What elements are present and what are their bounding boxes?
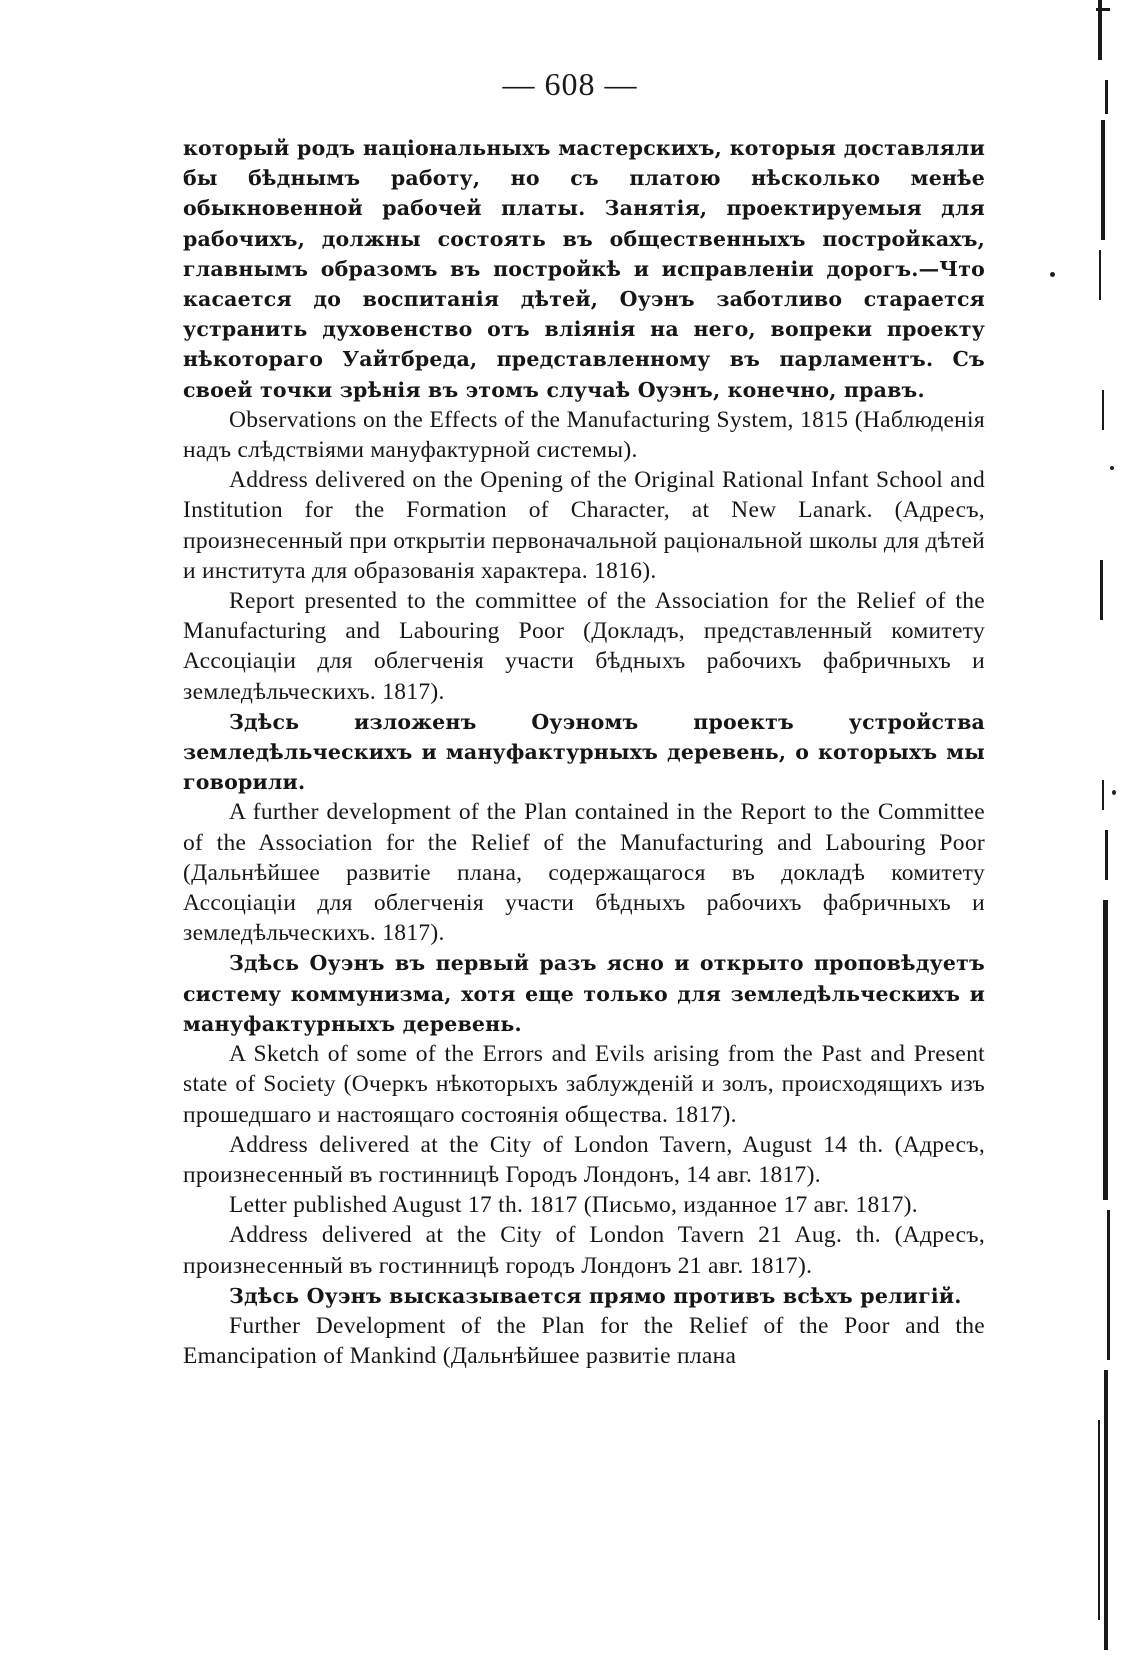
paragraph-11: Address delivered at the City of London Tavern 21 Aug. th. (Адресъ, произнесенный въ гостинницѣ городъ Лондонъ 21 авг. 1817). bbox=[183, 1222, 985, 1279]
body-text bbox=[183, 133, 985, 1371]
page-edge-marks bbox=[1090, 0, 1130, 1676]
paragraph-6: A further development of the Plan contained in the Report to the Committee of the Association for the Relief of the Manufacturing and Labouring Poor (Дальнѣйшее развитіе плана, содержащагося въ докладѣ комитету Ассоціаціи для облегченія участи бѣдныхъ рабочихъ фабричныхъ и земледѣльческихъ. 1817). bbox=[183, 799, 985, 947]
paragraph-8: A Sketch of some of the Errors and Evils arising from the Past and Present state of Society (Очеркъ нѣкоторыхъ заблужденій и золъ, происходящихъ изъ прошедшаго и настоящаго состоянія общества. 1817). bbox=[183, 1041, 985, 1128]
paragraph-1: который родъ національныхъ мастерскихъ, которыя доставляли бы бѣднымъ работу, но съ платою нѣсколько менѣе обыкновенной рабочей платы. Занятія, проектируемыя для рабочихъ, должны состоять въ общественныхъ постройкахъ, главнымъ образомъ въ постройкѣ и исправленіи дорогъ.—Что касается до воспитанія дѣтей, Оуэнъ заботливо старается устранить духовенство отъ вліянія на него, вопреки проекту нѣкотораго Уайтбреда, представленному въ парламентъ. Съ своей точки зрѣнія въ этомъ случаѣ Оуэнъ, конечно, правъ. bbox=[183, 136, 985, 402]
page-number: — 608 — bbox=[502, 66, 638, 102]
paragraph-2: Observations on the Effects of the Manufacturing System, 1815 (Наблюденія надъ слѣдствіями мануфактурной системы). bbox=[183, 406, 985, 464]
paragraph-3: Address delivered on the Opening of the Original Rational Infant School and Institution for the Formation of Character, at New Lanark. (Адресъ, произнесенный при открытіи первоначальной раціональной школы для дѣтей и института для образованія характера. 1816). bbox=[183, 467, 985, 584]
paragraph-7: Здѣсь Оуэнъ въ первый разъ ясно и открыто проповѣдуетъ систему коммунизма, хотя еще только для земледѣльческихъ и мануфактурныхъ деревень. bbox=[183, 951, 985, 1036]
paragraph-4: Report presented to the committee of the Association for the Relief of the Manufacturing and Labouring Poor (Докладъ, представленный комитету Ассоціаціи для облегченія участи бѣдныхъ рабочихъ фабричныхъ и земледѣльческихъ. 1817). bbox=[183, 588, 985, 705]
paragraph-13: Further Development of the Plan for the Relief of the Poor and the Emancipation of Mankind (Дальнѣйшее развитіе плана bbox=[183, 1312, 985, 1370]
paragraph-9: Address delivered at the City of London Tavern, August 14 th. (Адресъ, произнесенный въ гостинницѣ Городъ Лондонъ, 14 авг. 1817). bbox=[183, 1131, 985, 1188]
paragraph-5: Здѣсь изложенъ Оуэномъ проектъ устройства земледѣльческихъ и мануфактурныхъ деревень, о которыхъ мы говорили. bbox=[183, 709, 985, 795]
paragraph-12: Здѣсь Оуэнъ высказывается прямо противъ всѣхъ религій. bbox=[229, 1283, 962, 1308]
paragraph-10: Letter published August 17 th. 1817 (Письмо, изданное 17 авг. 1817). bbox=[229, 1192, 918, 1219]
